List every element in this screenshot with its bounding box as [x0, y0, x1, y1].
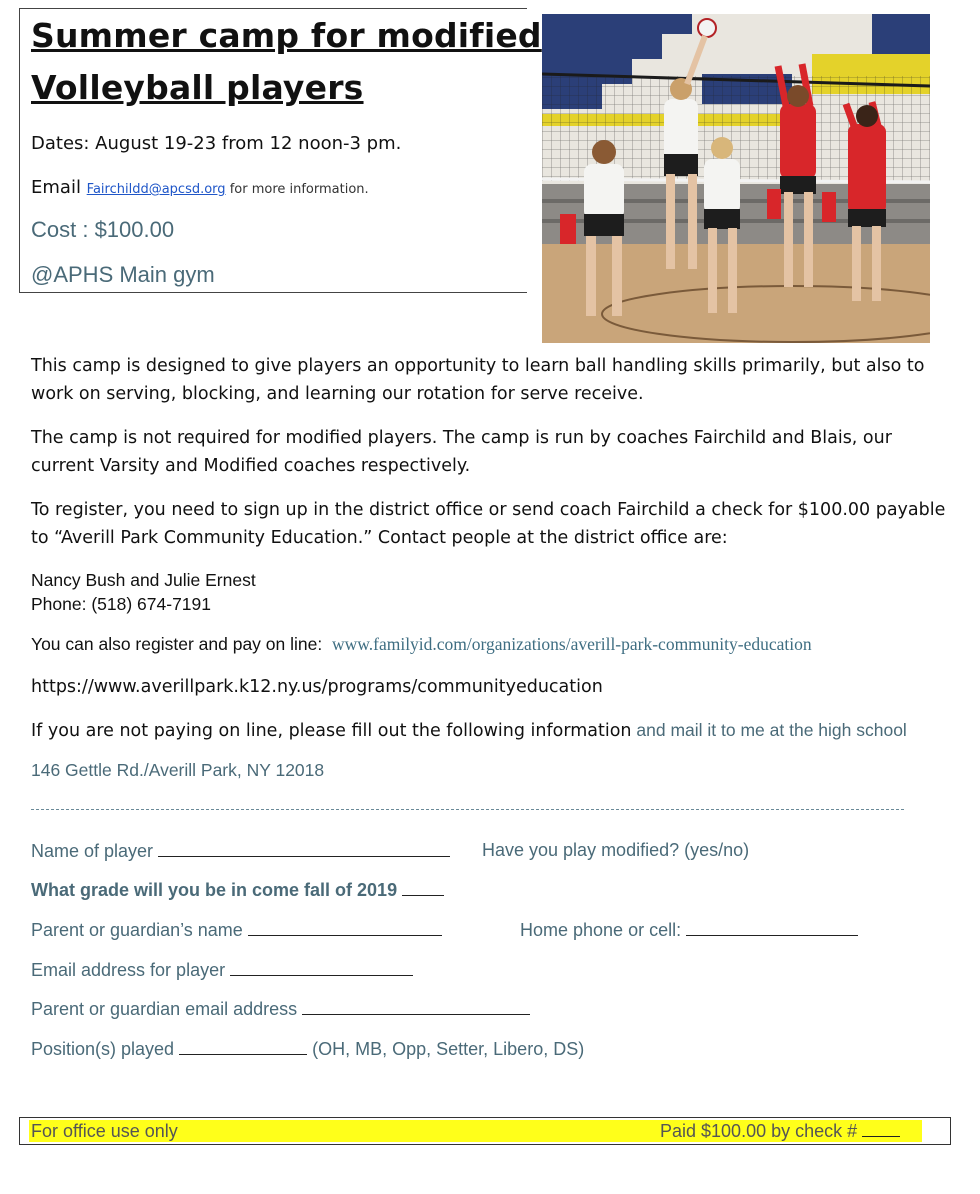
position-hint: (OH, MB, Opp, Setter, Libero, DS)	[312, 1039, 585, 1059]
form-row-parent	[31, 919, 442, 941]
camp-cost: Cost : $100.00	[31, 217, 175, 242]
form-row-name	[31, 840, 450, 862]
camp-dates: Dates: August 19-23 from 12 noon-3 pm.	[31, 133, 402, 154]
paragraph-coaches: The camp is not required for modified players. The camp is run by coaches Fairchild and Blais, our current Varsity and Modified coaches respectively.	[31, 428, 892, 476]
modified-question: Have you play modified? (yes/no)	[482, 840, 750, 860]
online-register-line	[31, 632, 951, 656]
email-link[interactable]: Fairchildd@apcsd.org	[86, 182, 226, 197]
form-row-position	[31, 1038, 584, 1060]
paragraph-description: This camp is designed to give players an opportunity to learn ball handling skills primarily, but also to work on serving, blocking, and learning our rotation for serve receive.	[31, 356, 925, 404]
form-row-phone	[520, 919, 858, 941]
grade-field[interactable]	[402, 879, 444, 896]
mail-prefix: If you are not paying on line, please fill out the following information	[31, 721, 632, 741]
check-number-field[interactable]	[862, 1121, 900, 1137]
district-url[interactable]: https://www.averillpark.k12.ny.us/programs/communityeducation	[31, 677, 603, 697]
email-line	[31, 177, 369, 198]
player-email-field[interactable]	[230, 959, 413, 976]
name-field[interactable]	[158, 840, 450, 857]
email-prefix: Email	[31, 177, 87, 198]
paid-label: Paid $100.00 by check #	[660, 1121, 858, 1141]
volleyball-scene	[542, 14, 930, 343]
office-paid-row	[660, 1121, 900, 1142]
position-field[interactable]	[179, 1038, 307, 1055]
form-row-parent-email	[31, 998, 530, 1020]
office-use-label: For office use only	[31, 1121, 178, 1141]
form-row-grade	[31, 879, 444, 901]
camp-location: @APHS Main gym	[31, 262, 215, 287]
phone-label: Home phone or cell:	[520, 920, 682, 940]
parent-email-label: Parent or guardian email address	[31, 999, 298, 1019]
volleyball-photo	[542, 14, 930, 343]
email-label: Email address for player	[31, 960, 226, 980]
grade-label: What grade will you be in come fall of 2019	[31, 880, 398, 900]
position-label: Position(s) played	[31, 1039, 175, 1059]
mail-suffix: and mail it to me at the high school	[631, 720, 907, 740]
school-address: 146 Gettle Rd./Averill Park, NY 12018	[31, 760, 325, 780]
title-line-2: Volleyball players	[31, 68, 364, 107]
online-prefix: You can also register and pay on line:	[31, 634, 323, 654]
paragraph-register: To register, you need to sign up in the district office or send coach Fairchild a check for $100.00 payable to “Averill Park Community Education.” Contact people at the district office are:	[31, 500, 946, 548]
contact-names: Nancy Bush and Julie Ernest	[31, 570, 256, 590]
phone-field[interactable]	[686, 919, 858, 936]
mail-instructions	[31, 716, 951, 745]
familyid-link[interactable]: www.familyid.com/organizations/averill-park-community-education	[331, 634, 812, 654]
title-line-1: Summer camp for modified	[31, 16, 542, 55]
parent-email-field[interactable]	[302, 998, 530, 1015]
cut-line-divider	[31, 809, 904, 810]
parent-name-field[interactable]	[248, 919, 442, 936]
contact-phone: Phone: (518) 674-7191	[31, 594, 211, 614]
name-label: Name of player	[31, 841, 154, 861]
email-suffix: for more information.	[225, 182, 369, 197]
parent-label: Parent or guardian’s name	[31, 920, 243, 940]
form-row-email	[31, 959, 413, 981]
